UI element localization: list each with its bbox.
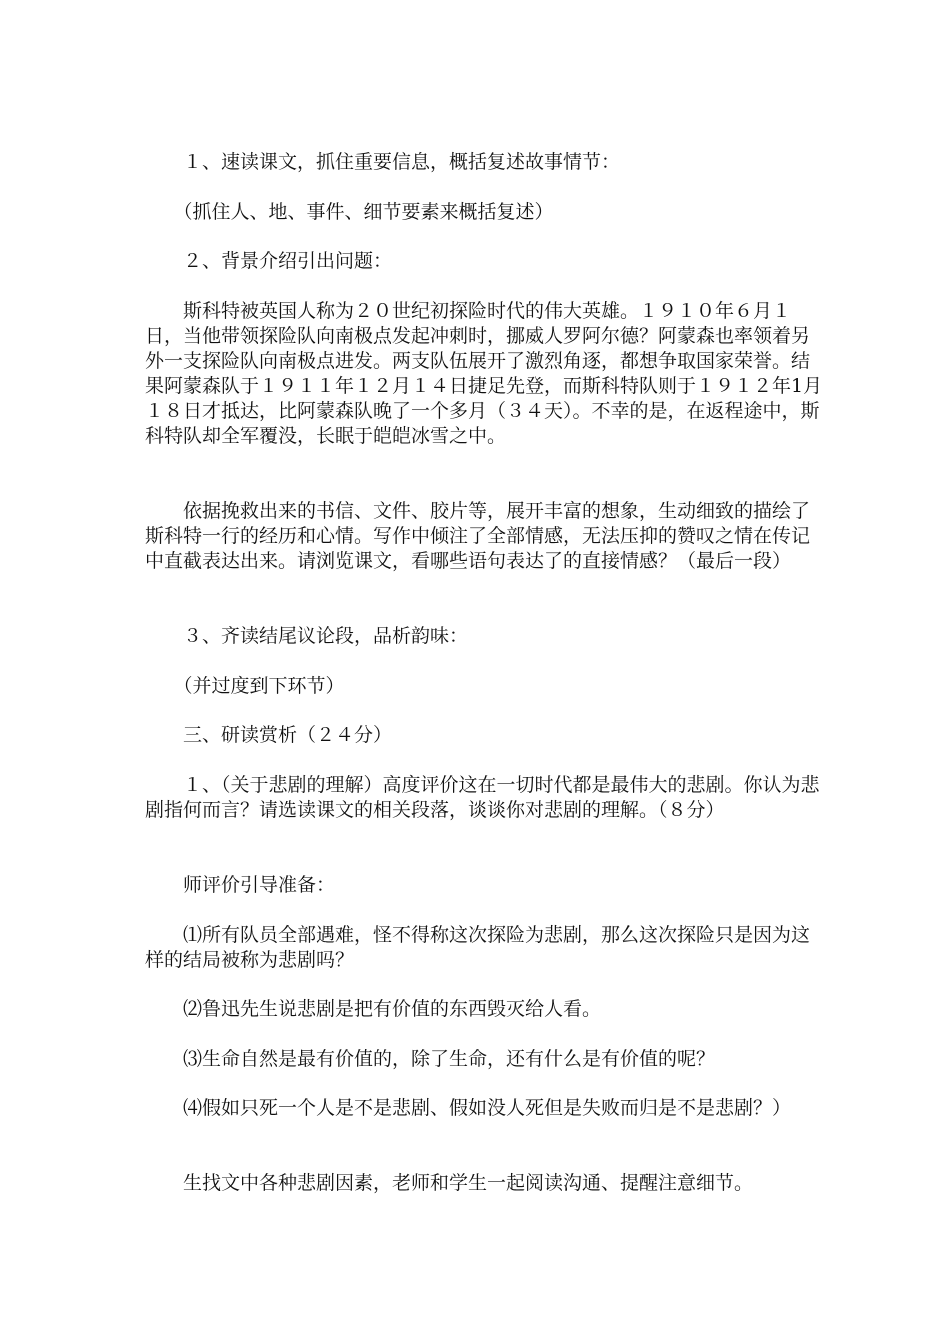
paragraph-writing-analysis: 依据挽救出来的书信、文件、胶片等，展开丰富的想象，生动细致的描绘了斯科特一行的经历和心情。写作中倾注了全部情感，无法压抑的赞叹之情在传记中直截表达出来。请浏览课文，看哪些语句表达了的直接情感？（最后一段）	[145, 500, 811, 572]
paragraph-guide-point-1: ⑴所有队员全部遇难，怪不得称这次探险为悲剧，那么这次探险只是因为这样的结局被称为悲剧吗？	[145, 924, 811, 971]
paragraph-guide-point-4: ⑷假如只死一个人是不是悲剧、假如没人死但是失败而归是不是悲剧？）	[145, 1097, 792, 1119]
paragraph-teacher-guidance: 师评价引导准备：	[145, 874, 336, 896]
paragraph-guide-point-3: ⑶生命自然是最有价值的，除了生命，还有什么是有价值的呢？	[145, 1048, 716, 1070]
paragraph-background: 斯科特被英国人称为２０世纪初探险时代的伟大英雄。１９１０年６月１日，当他带领探险队向南极点发起冲刺时，挪威人罗阿尔德？阿蒙森也率领着另外一支探险队向南极点进发。两支队伍展开了激烈角逐，都想争取国家荣誉。结果阿蒙森队于１９１１年１２月１４日捷足先登，而斯科特队则于１９１２年1月１８日才抵达，比阿蒙森队晚了一个多月（３４天）。不幸的是，在返程途中，斯科特队却全军覆没，长眠于皑皑冰雪之中。	[145, 300, 823, 447]
paragraph-student-activity: 生找文中各种悲剧因素，老师和学生一起阅读沟通、提醒注意细节。	[145, 1172, 754, 1194]
paragraph-task-1: １、速读课文，抓住重要信息，概括复述故事情节：	[145, 151, 621, 173]
paragraph-task-2: ２、背景介绍引出问题：	[145, 250, 393, 272]
paragraph-question-1: １、（关于悲剧的理解）高度评价这在一切时代都是最伟大的悲剧。你认为悲剧指何而言？请选读课文的相关段落，谈谈你对悲剧的理解。（８分）	[145, 774, 820, 821]
paragraph-guide-point-2: ⑵鲁迅先生说悲剧是把有价值的东西毁灭给人看。	[145, 998, 602, 1020]
section-heading-study-analysis: 三、研读赏析（２４分）	[145, 724, 393, 746]
paragraph-task-3-note: （并过度到下环节）	[145, 675, 345, 697]
paragraph-task-1-note: （抓住人、地、事件、细节要素来概括复述）	[145, 201, 554, 223]
paragraph-task-3: ３、齐读结尾议论段，品析韵味：	[145, 625, 469, 647]
